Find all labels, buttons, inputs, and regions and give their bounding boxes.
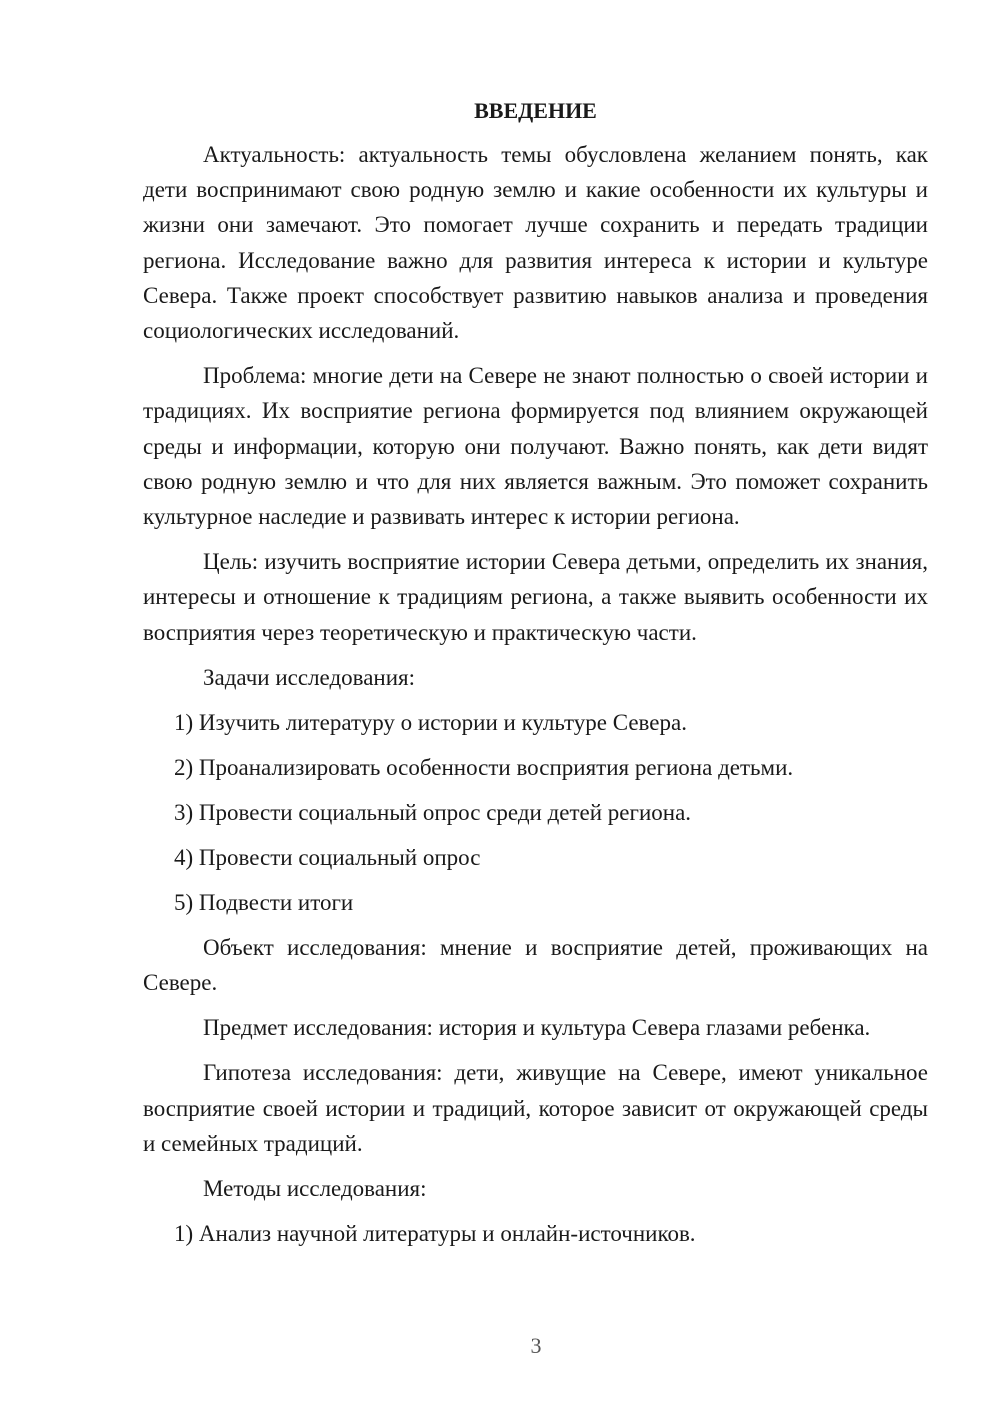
method-item: 1) Анализ научной литературы и онлайн-источников.: [174, 1221, 696, 1247]
task-item: 2) Проанализировать особенности восприятия региона детьми.: [174, 754, 794, 780]
paragraph-hypothesis: Гипотеза исследования: дети, живущие на Севере, имеют уникальное восприятие своей истории и традиций, которое зависит от окружающей среды и семейных традиций.: [143, 1060, 928, 1156]
task-item: 3) Провести социальный опрос среди детей региона.: [174, 799, 692, 825]
methods-heading: Методы исследования:: [203, 1176, 427, 1202]
document-body: [143, 94, 928, 1261]
paragraph-goal: Цель: изучить восприятие истории Севера детьми, определить их знания, интересы и отношение к традициям региона, а также выявить особенности их восприятия через теоретическую и практическую части.: [143, 549, 928, 645]
task-item: 5) Подвести итоги: [174, 889, 354, 915]
paragraph-object: Объект исследования: мнение и восприятие детей, проживающих на Севере.: [143, 934, 928, 996]
page-title: ВВЕДЕНИЕ: [474, 98, 597, 123]
paragraph-problem: Проблема: многие дети на Севере не знают полностью о своей истории и традициях. Их восприятие региона формируется под влиянием окружающей среды и информации, которую они получают. Важно понять, как дети видят свою родную землю и что для них является важным. Это поможет сохранить культурное наследие и развивать интерес к истории региона.: [143, 363, 928, 530]
tasks-heading: Задачи исследования:: [203, 664, 416, 690]
page-number: 3: [530, 1333, 542, 1358]
task-item: 1) Изучить литературу о истории и культуре Севера.: [174, 709, 687, 735]
paragraph-relevance: Актуальность: актуальность темы обусловлена желанием понять, как дети воспринимают свою родную землю и какие особенности их культуры и жизни они замечают. Это помогает лучше сохранить и передать традиции региона. Исследование важно для развития интереса к истории и культуре Севера. Также проект способствует развитию навыков анализа и проведения социологических исследований.: [143, 142, 928, 344]
task-item: 4) Провести социальный опрос: [174, 844, 481, 870]
paragraph-subject: Предмет исследования: история и культура Севера глазами ребенка.: [203, 1015, 871, 1041]
